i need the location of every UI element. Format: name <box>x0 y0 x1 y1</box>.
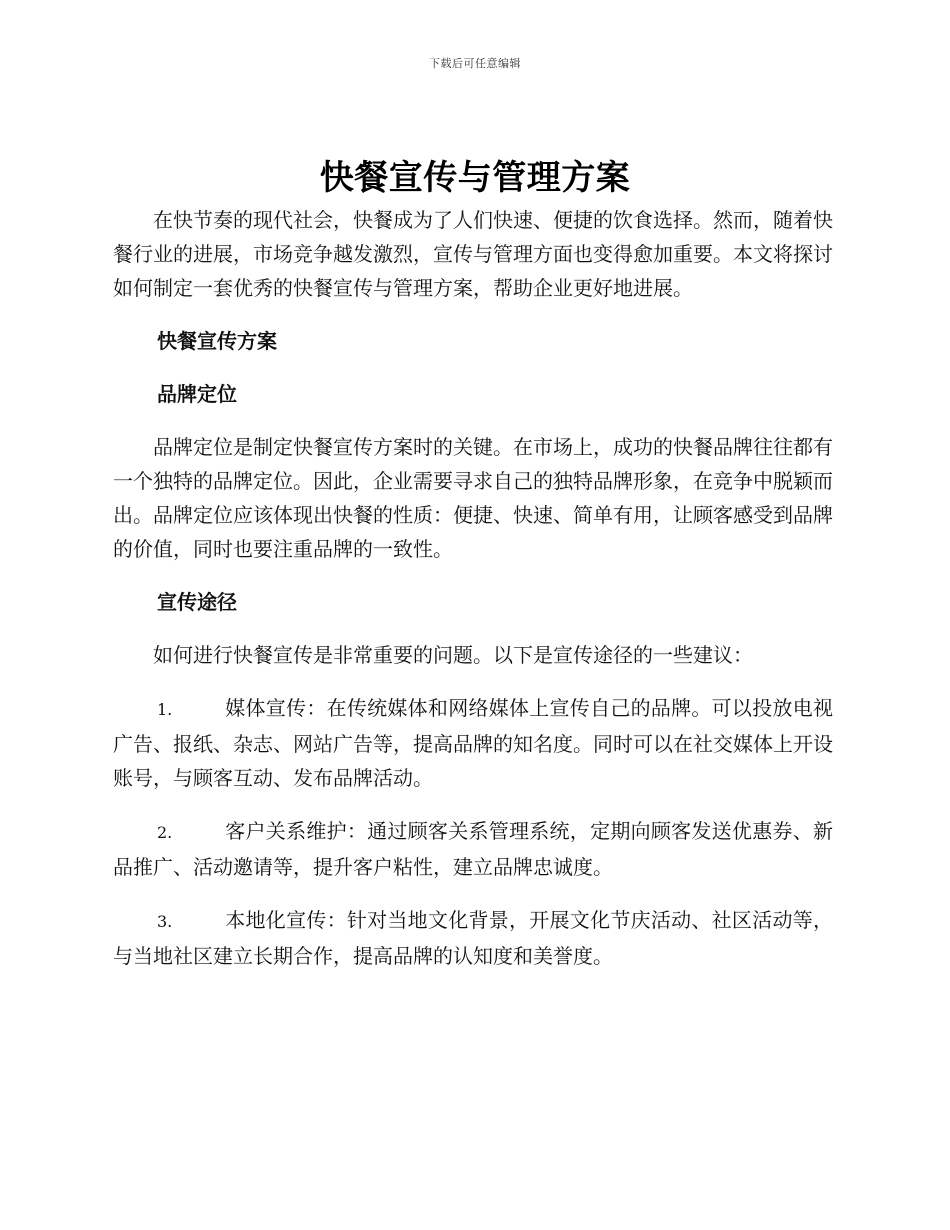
subheading-channels: 宣传途径 <box>157 590 237 614</box>
list-text: 媒体宣传：在传统媒体和网络媒体上宣传自己的品牌。可以投放电视广告、报纸、杂志、网站广告等，提高品牌的知名度。同时可以在社交媒体上开设账号，与顾客互动、发布品牌活动。 <box>113 696 833 790</box>
list-number: 3. <box>157 912 173 931</box>
intro-paragraph: 在快节奏的现代社会，快餐成为了人们快速、便捷的饮食选择。然而，随着快餐行业的进展，市场竞争越发激烈，宣传与管理方面也变得愈加重要。本文将探讨如何制定一套优秀的快餐宣传与管理方案，帮助企业更好地进展。 <box>113 208 833 300</box>
list-text: 客户关系维护：通过顾客关系管理系统，定期向顾客发送优惠券、新品推广、活动邀请等，提升客户粘性，建立品牌忠诚度。 <box>113 819 833 879</box>
list-item <box>113 691 833 795</box>
document-body <box>113 203 833 992</box>
channels-intro-paragraph: 如何进行快餐宣传是非常重要的问题。以下是宣传途径的一些建议： <box>153 643 753 667</box>
section-heading: 快餐宣传方案 <box>157 329 277 353</box>
subheading-brand: 品牌定位 <box>157 382 237 406</box>
document-title: 快餐宣传与管理方案 <box>319 158 631 198</box>
list-item <box>113 814 833 884</box>
brand-paragraph: 品牌定位是制定快餐宣传方案时的关键。在市场上，成功的快餐品牌往往都有一个独特的品牌定位。因此，企业需要寻求自己的独特品牌形象，在竞争中脱颖而出。品牌定位应该体现出快餐的性质：便捷、快速、简单有用，让顾客感受到品牌的价值，同时也要注重品牌的一致性。 <box>113 435 833 561</box>
page-header: 下载后可任意编辑 <box>429 57 521 70</box>
list-number: 2. <box>157 823 173 842</box>
list-text: 本地化宣传：针对当地文化背景，开展文化节庆活动、社区活动等，与当地社区建立长期合作，提高品牌的认知度和美誉度。 <box>113 908 833 968</box>
list-number: 1. <box>157 700 173 719</box>
list-item <box>113 903 833 973</box>
